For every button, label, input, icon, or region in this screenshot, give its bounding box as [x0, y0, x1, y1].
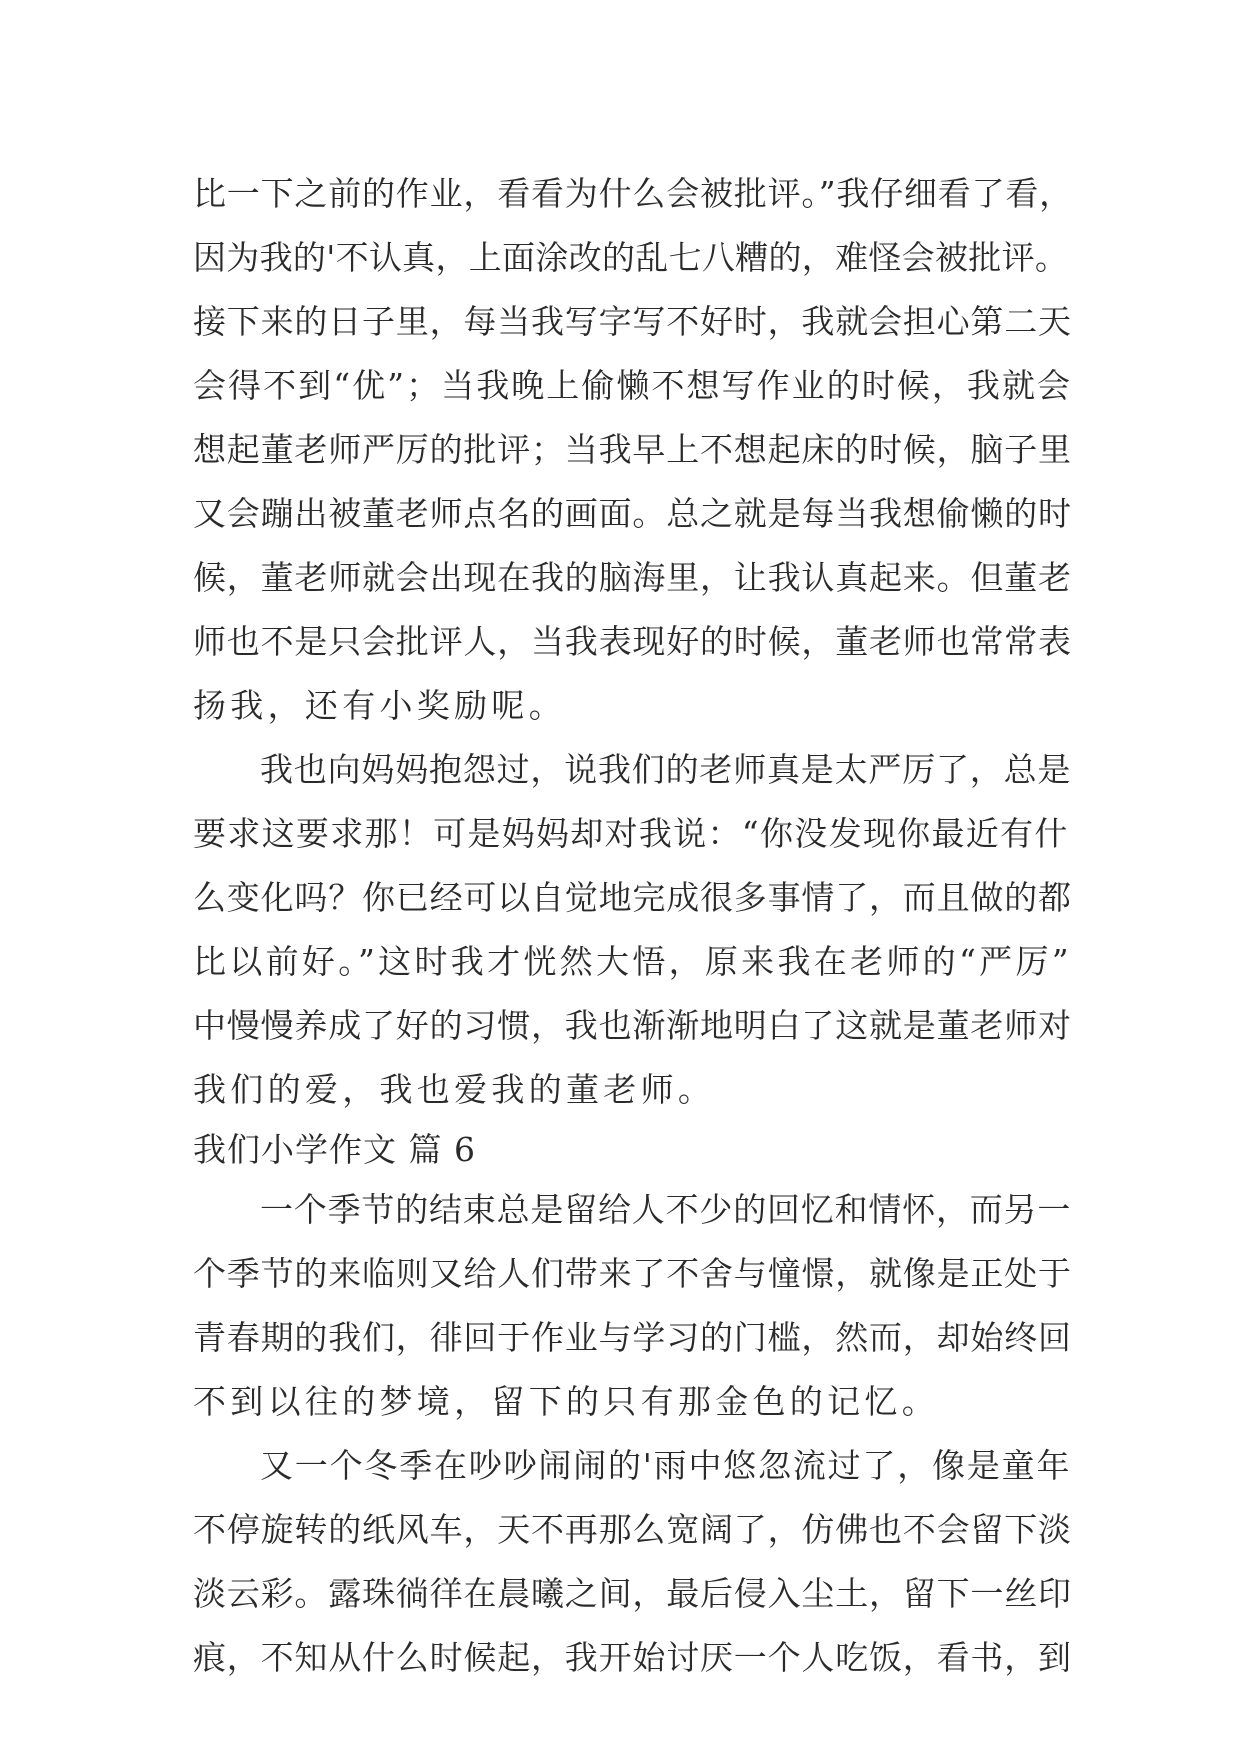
paragraph-line: 痕，不知从什么时候起，我开始讨厌一个人吃饭，看书，到	[193, 1638, 1072, 1677]
paragraph-line: 不到以往的梦境，留下的只有那金色的记忆。	[193, 1382, 939, 1421]
paragraph-line: 想起董老师严厉的批评；当我早上不想起床的时候，脑子里	[193, 430, 1072, 469]
paragraph-line: 淡云彩。露珠徜徉在晨曦之间，最后侵入尘土，留下一丝印	[193, 1574, 1072, 1613]
paragraph-first-line: 我也向妈妈抱怨过，说我们的老师真是太严厉了，总是	[260, 750, 1072, 789]
paragraph-line: 会得不到“优”；当我晚上偷懒不想写作业的时候，我就会	[193, 366, 1073, 405]
paragraph-line: 扬我，还有小奖励呢。	[193, 686, 566, 725]
paragraph-line: 么变化吗？你已经可以自觉地完成很多事情了，而且做的都	[193, 878, 1072, 917]
paragraph-line: 要求这要求那！可是妈妈却对我说：“你没发现你最近有什	[193, 814, 1069, 853]
paragraph-line: 接下来的日子里，每当我写字写不好时，我就会担心第二天	[193, 302, 1072, 341]
paragraph-line: 又会蹦出被董老师点名的画面。总之就是每当我想偷懒的时	[193, 494, 1072, 533]
paragraph-line: 因为我的'不认真，上面涂改的乱七八糟的，难怪会被批评。	[193, 238, 1069, 277]
paragraph-line: 不停旋转的纸风车，天不再那么宽阔了，仿佛也不会留下淡	[193, 1510, 1072, 1549]
paragraph-line: 比一下之前的作业，看看为什么会被批评。”我仔细看了看，	[193, 174, 1073, 213]
paragraph-first-line: 一个季节的结束总是留给人不少的回忆和情怀，而另一	[260, 1190, 1072, 1229]
paragraph-first-line: 又一个冬季在吵吵闹闹的'雨中悠忽流过了，像是童年	[260, 1446, 1072, 1485]
paragraph-line: 比以前好。”这时我才恍然大悟，原来我在老师的“严厉”	[193, 942, 1072, 981]
paragraph-line: 中慢慢养成了好的习惯，我也渐渐地明白了这就是董老师对	[193, 1006, 1072, 1045]
paragraph-line: 青春期的我们，徘回于作业与学习的门槛，然而，却始终回	[193, 1318, 1072, 1357]
paragraph-line: 师也不是只会批评人，当我表现好的时候，董老师也常常表	[193, 622, 1072, 661]
paragraph-line: 个季节的来临则又给人们带来了不舍与憧憬，就像是正处于	[193, 1254, 1072, 1293]
section-heading: 我们小学作文 篇 6	[193, 1130, 476, 1169]
paragraph-line: 候，董老师就会出现在我的脑海里，让我认真起来。但董老	[193, 558, 1072, 597]
paragraph-line: 我们的爱，我也爱我的董老师。	[193, 1070, 716, 1109]
